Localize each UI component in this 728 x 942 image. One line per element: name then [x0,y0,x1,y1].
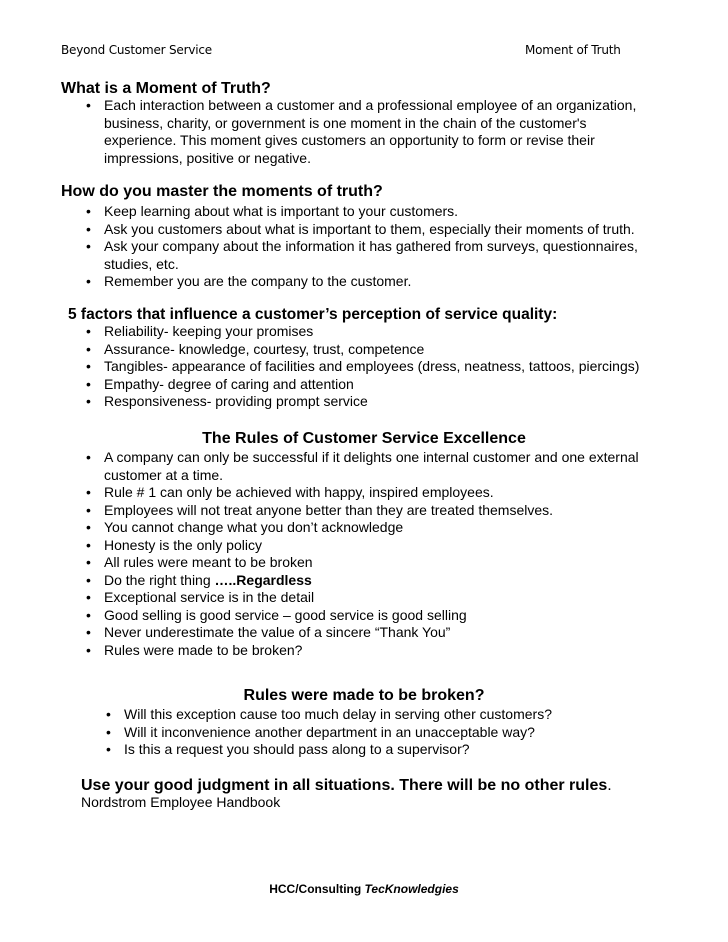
section-title-moment-of-truth: What is a Moment of Truth? [61,80,271,97]
moment-of-truth-list [81,97,661,167]
rules-broken-list [101,706,661,759]
section-title-master-moments: How do you master the moments of truth? [61,183,383,200]
list-item: • Rule # 1 can only be achieved with happy, inspired employees. [81,484,661,502]
list-item: • You cannot change what you don’t acknowledge [81,519,661,537]
list-item: • Remember you are the company to the customer. [81,273,661,291]
list-item: • Ask your company about the information it has gathered from surveys, questionnaires, studies, etc. [81,238,661,273]
list-item: • Honesty is the only policy [81,537,661,555]
list-item: • Will this exception cause too much delay in serving other customers? [101,706,661,724]
footer-prefix: HCC/Consulting [269,882,365,896]
section-title-five-factors: 5 factors that influence a customer’s perception of service quality: [68,306,558,323]
closing-period: . [607,777,612,794]
list-item-do-right-thing [81,572,661,590]
list-item: • Exceptional service is in the detail [81,589,661,607]
list-item: • Will it inconvenience another department in an unacceptable way? [101,724,661,742]
rules-excellence-list [81,449,661,659]
page-footer [0,882,728,896]
running-header-right: Moment of Truth [525,43,621,57]
closing-source: Nordstrom Employee Handbook [81,794,281,810]
list-item: • Assurance- knowledge, courtesy, trust, competence [81,341,671,359]
list-item: • Reliability- keeping your promises [81,323,671,341]
regardless-emphasis: …..Regardless [214,571,312,588]
master-moments-list [81,203,661,291]
list-item: • Ask you customers about what is important to them, especially their moments of truth. [81,221,661,239]
list-item: • Keep learning about what is important to your customers. [81,203,661,221]
footer-brand: TecKnowledgies [364,882,459,896]
list-item: • Responsiveness- providing prompt service [81,393,671,411]
list-item: • A company can only be successful if it delights one internal customer and one external customer at a time. [81,449,661,484]
list-item: • Rules were made to be broken? [81,642,661,660]
do-right-thing-text: Do the right thing [104,571,215,588]
list-item: • Is this a request you should pass along to a supervisor? [101,741,661,759]
list-item: • Good selling is good service – good service is good selling [81,607,661,625]
list-item: • All rules were meant to be broken [81,554,661,572]
list-item: • Each interaction between a customer and a professional employee of an organization, business, charity, or government is one moment in the chain of the customer's experience. This moment gives customers an opportunity to form or revise their impressions, positive or negative. [81,97,661,167]
section-title-rules-broken: Rules were made to be broken? [243,687,485,704]
list-item: • Tangibles- appearance of facilities and employees (dress, neatness, tattoos, piercings) [81,358,671,376]
list-item: • Employees will not treat anyone better than they are treated themselves. [81,502,661,520]
five-factors-list [81,323,671,411]
closing-text: Use your good judgment in all situations. There will be no other rules [81,777,608,794]
list-item: • Never underestimate the value of a sincere “Thank You” [81,624,661,642]
list-item: • Empathy- degree of caring and attention [81,376,671,394]
section-title-rules-excellence: The Rules of Customer Service Excellence [202,430,526,447]
running-header-left: Beyond Customer Service [61,43,212,57]
